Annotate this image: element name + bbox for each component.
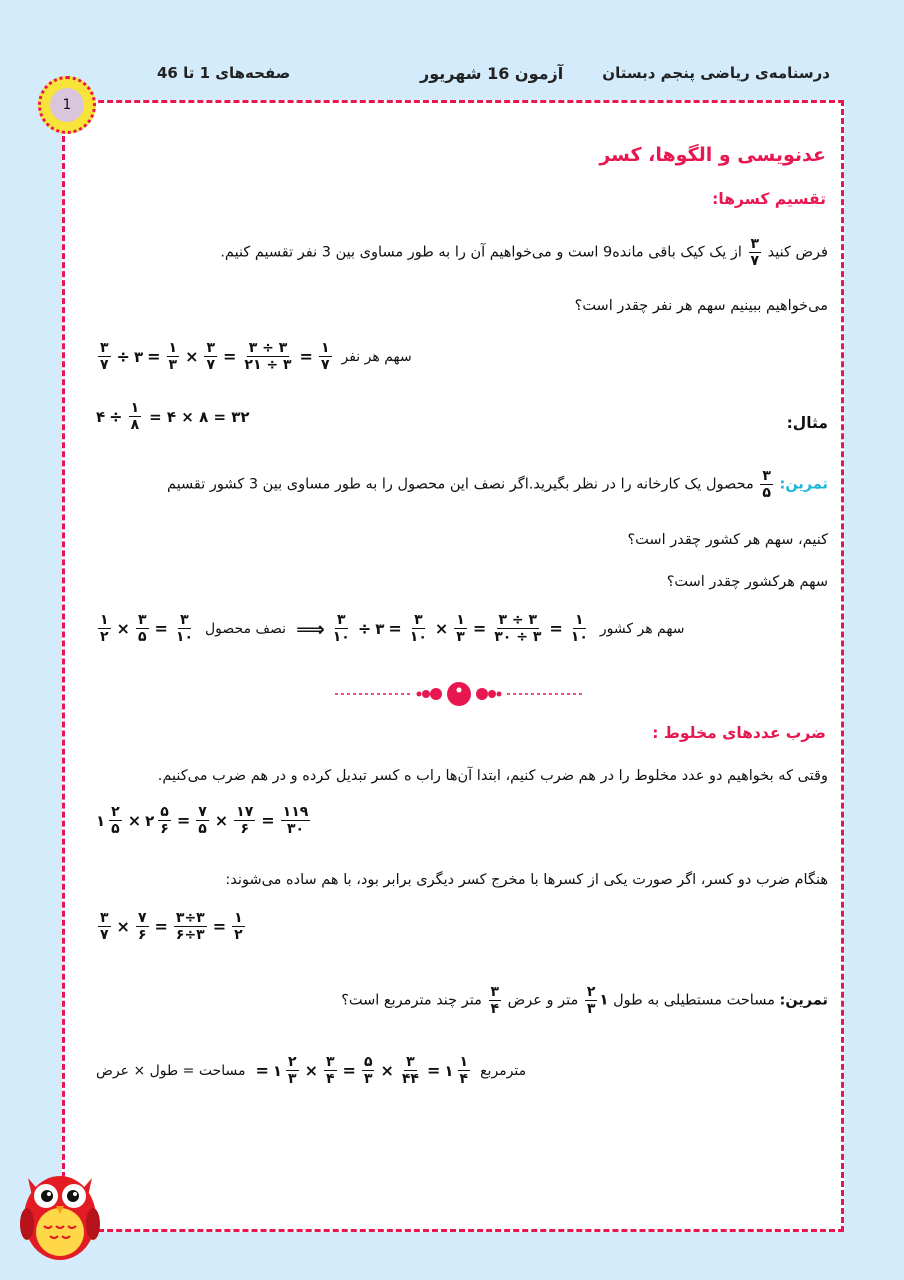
section2-heading: ضرب عددهای مخلوط : xyxy=(652,724,826,742)
equation-simplify: $\frac{۳}{۷}$ × $\frac{۷}{۶}$ = $\frac{۳\div ۳}{۶\div ۳}$ = $\frac{۱}{۲}$ xyxy=(100,910,243,944)
section1-paragraph-1 xyxy=(96,236,828,269)
exercise-1-question: سهم هرکشور چقدر است؟ xyxy=(666,574,828,590)
page-number: 1 xyxy=(50,88,84,122)
p1-start: فرض کنید xyxy=(767,244,828,261)
exercise-2-text: تمرین: مساحت مستطیلی به طول ۱ $\frac{۲}{۳}$ متر و عرض $\frac{۳}{۴}$ متر چند مترمربع است؟ xyxy=(341,984,828,1018)
section2-paragraph-1: وقتی که بخواهیم دو عدد مخلوط را در هم ضرب کنیم، ابتدا آن‌ها راب ه کسر تبدیل کرده و در هم ضرب می‌کنیم. xyxy=(157,768,828,784)
exercise-1-label: تمرین: xyxy=(779,476,828,493)
section1-paragraph-2: می‌خواهیم ببینیم سهم هر نفر چقدر است؟ xyxy=(574,298,828,314)
fraction: $\frac{۳}{۷}$ xyxy=(750,236,760,270)
example-label: مثال: xyxy=(786,414,828,432)
equation-example: ۴ ÷ $\frac{۱}{۸}$ = ۴ × ۸ = ۳۲ xyxy=(96,400,250,434)
page-number-badge xyxy=(38,76,96,134)
p1-end: از یک کیک باقی مانده9 است و می‌خواهیم آن را به طور مساوی بین 3 نفر تقسیم کنیم. xyxy=(220,244,742,261)
fraction: $\frac{۳}{۵}$ xyxy=(762,468,771,502)
equation-share-per-person: $\frac{۳}{۷}$ ÷ ۳ = $\frac{۱}{۳}$ × $\frac{۳}{۷}$ = $\frac{۳ \div ۳}{۲۱ \div ۳}$ = $\frac{۱}{۷}$ سهم هر نفر xyxy=(100,340,412,374)
header-right: درسنامه‌ی ریاضی پنجم دبستان xyxy=(602,64,830,82)
section-divider xyxy=(335,682,585,706)
equation-area: مساحت = طول × عرض = ۱ $\frac{۲}{۳}$ × $\frac{۳}{۴}$ = $\frac{۵}{۳}$ × $\frac{۳}{۴۴}$ = ۱ $\frac{۱}{۴}$ مترمربع xyxy=(96,1054,527,1088)
exercise-1-text-2: کنیم، سهم هر کشور چقدر است؟ xyxy=(627,532,828,548)
owl-mascot-icon xyxy=(18,1158,102,1262)
share-label: سهم هر نفر xyxy=(341,348,412,365)
equation-share-per-country: $\frac{۱}{۲}$ × $\frac{۳}{۵}$ = $\frac{۳}{۱۰}$ نصف محصول ⟹ $\frac{۳}{۱۰}$ ÷ ۳ = $\frac{۳}{۱۰}$ × $\frac{۱}{۳}$ = $\frac{۳ \div ۳}{۳۰ \div ۳}$ = $\frac{۱}{۱۰}$ سهم هر کشور xyxy=(100,612,685,646)
page-title: عدنویسی و الگوها، کسر xyxy=(599,144,826,166)
exercise-2-label: تمرین: xyxy=(779,992,828,1009)
header-center: آزمون 16 شهریور xyxy=(420,64,564,83)
section2-paragraph-2: هنگام ضرب دو کسر، اگر صورت یکی از کسرها با مخرج کسر دیگری برابر بود، با هم ساده می‌شوند: xyxy=(225,872,828,888)
equation-mixed-product: ۱ $\frac{۲}{۵}$ × ۲ $\frac{۵}{۶}$ = $\frac{۷}{۵}$ × $\frac{۱۷}{۶}$ = $\frac{۱۱۹}{۳۰}$ xyxy=(96,804,309,838)
header-left: صفحه‌های 1 تا 46 xyxy=(157,64,291,82)
exercise-1-text: تمرین: $\frac{۳}{۵}$ محصول یک کارخانه را در نظر بگیرید.اگر نصف این محصول را به طور مساوی بین 3 کشور تقسیم xyxy=(166,468,828,502)
section1-heading: تقسیم کسرها: xyxy=(712,190,826,208)
